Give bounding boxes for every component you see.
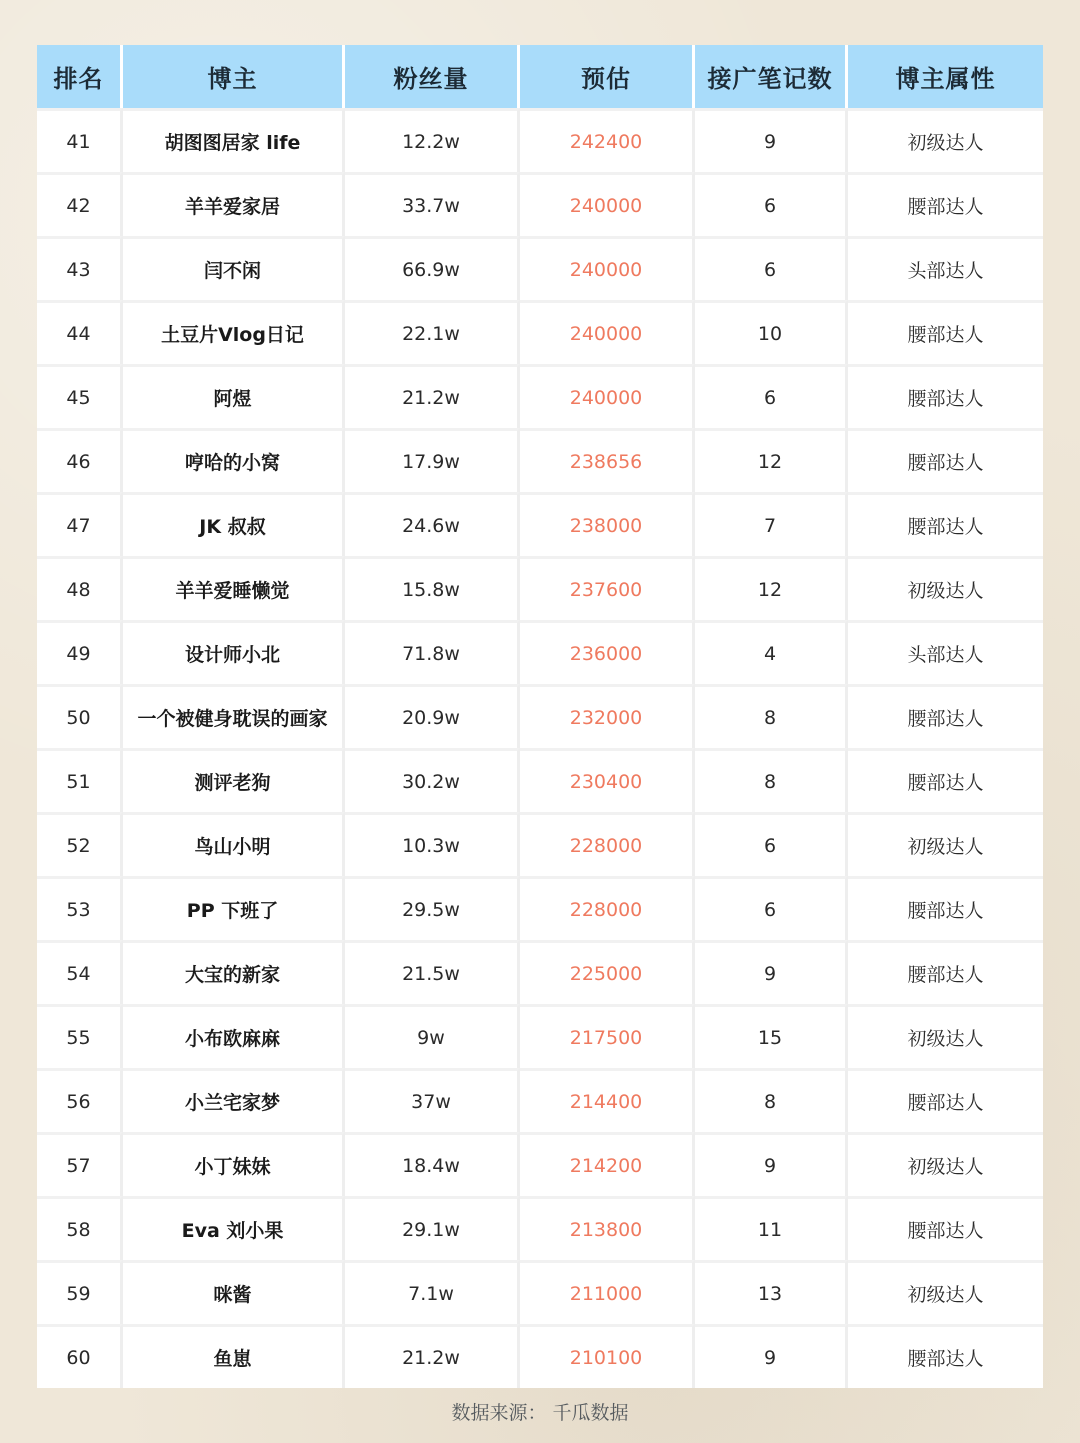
cell-ad-notes: 6 [695,812,848,876]
table-row [37,300,1043,364]
cell-estimate: 240000 [520,172,695,236]
cell-fans: 22.1w [345,300,520,364]
cell-estimate: 228000 [520,812,695,876]
data-source-footer: 数据来源： 千瓜数据 [451,1402,629,1424]
cell-blogger: 鸟山小明 [123,812,345,876]
table-row [37,812,1043,876]
cell-rank: 48 [37,556,123,620]
header-attribute: 博主属性 [848,45,1043,108]
cell-attribute: 初级达人 [848,1260,1043,1324]
table-row [37,1196,1043,1260]
cell-ad-notes: 9 [695,1324,848,1388]
cell-rank: 56 [37,1068,123,1132]
header-estimate: 预估 [520,45,695,108]
header-ad-notes: 接广笔记数 [695,45,848,108]
cell-attribute: 腰部达人 [848,300,1043,364]
cell-blogger: 设计师小北 [123,620,345,684]
cell-blogger: Eva 刘小果 [123,1196,345,1260]
cell-attribute: 腰部达人 [848,428,1043,492]
cell-ad-notes: 11 [695,1196,848,1260]
table-row [37,236,1043,300]
cell-attribute: 腰部达人 [848,748,1043,812]
cell-estimate: 214200 [520,1132,695,1196]
cell-blogger: 咪酱 [123,1260,345,1324]
cell-rank: 42 [37,172,123,236]
cell-estimate: 242400 [520,108,695,172]
cell-estimate: 240000 [520,364,695,428]
cell-blogger: PP 下班了 [123,876,345,940]
table-row [37,1068,1043,1132]
cell-attribute: 头部达人 [848,620,1043,684]
cell-estimate: 210100 [520,1324,695,1388]
cell-blogger: 小兰宅家梦 [123,1068,345,1132]
cell-estimate: 213800 [520,1196,695,1260]
cell-attribute: 腰部达人 [848,492,1043,556]
cell-attribute: 头部达人 [848,236,1043,300]
cell-attribute: 初级达人 [848,1132,1043,1196]
cell-blogger: 鱼崽 [123,1324,345,1388]
cell-rank: 54 [37,940,123,1004]
cell-rank: 43 [37,236,123,300]
cell-estimate: 228000 [520,876,695,940]
cell-blogger: 羊羊爱家居 [123,172,345,236]
table-row [37,620,1043,684]
cell-estimate: 211000 [520,1260,695,1324]
cell-fans: 29.1w [345,1196,520,1260]
cell-attribute: 腰部达人 [848,876,1043,940]
cell-blogger: 土豆片Vlog日记 [123,300,345,364]
cell-ad-notes: 6 [695,876,848,940]
cell-rank: 58 [37,1196,123,1260]
cell-ad-notes: 8 [695,1068,848,1132]
cell-attribute: 腰部达人 [848,1196,1043,1260]
cell-fans: 71.8w [345,620,520,684]
cell-attribute: 初级达人 [848,556,1043,620]
cell-attribute: 初级达人 [848,108,1043,172]
cell-fans: 9w [345,1004,520,1068]
cell-ad-notes: 15 [695,1004,848,1068]
cell-attribute: 腰部达人 [848,172,1043,236]
cell-ad-notes: 6 [695,236,848,300]
cell-rank: 52 [37,812,123,876]
cell-fans: 12.2w [345,108,520,172]
cell-blogger: JK 叔叔 [123,492,345,556]
cell-fans: 24.6w [345,492,520,556]
cell-ad-notes: 13 [695,1260,848,1324]
cell-ad-notes: 12 [695,556,848,620]
table-body [37,108,1043,1388]
cell-rank: 53 [37,876,123,940]
cell-blogger: 胡图图居家 life [123,108,345,172]
cell-fans: 21.5w [345,940,520,1004]
cell-rank: 46 [37,428,123,492]
cell-fans: 17.9w [345,428,520,492]
ranking-table-container [37,45,1043,1388]
cell-estimate: 238000 [520,492,695,556]
table-row [37,940,1043,1004]
cell-rank: 50 [37,684,123,748]
cell-ad-notes: 10 [695,300,848,364]
cell-rank: 47 [37,492,123,556]
cell-rank: 44 [37,300,123,364]
cell-rank: 41 [37,108,123,172]
table-row [37,108,1043,172]
cell-attribute: 腰部达人 [848,940,1043,1004]
cell-attribute: 腰部达人 [848,684,1043,748]
table-row [37,428,1043,492]
header-fans: 粉丝量 [345,45,520,108]
cell-rank: 55 [37,1004,123,1068]
cell-blogger: 小丁妹妹 [123,1132,345,1196]
cell-fans: 7.1w [345,1260,520,1324]
ranking-table [37,45,1043,1388]
cell-blogger: 羊羊爱睡懒觉 [123,556,345,620]
table-row [37,684,1043,748]
cell-rank: 51 [37,748,123,812]
cell-rank: 49 [37,620,123,684]
cell-blogger: 闫不闲 [123,236,345,300]
cell-rank: 45 [37,364,123,428]
cell-estimate: 240000 [520,300,695,364]
table-header [37,45,1043,108]
cell-ad-notes: 8 [695,684,848,748]
cell-estimate: 232000 [520,684,695,748]
cell-fans: 66.9w [345,236,520,300]
cell-fans: 10.3w [345,812,520,876]
cell-estimate: 217500 [520,1004,695,1068]
cell-estimate: 237600 [520,556,695,620]
cell-rank: 57 [37,1132,123,1196]
cell-rank: 60 [37,1324,123,1388]
cell-blogger: 测评老狗 [123,748,345,812]
table-row [37,876,1043,940]
cell-ad-notes: 9 [695,940,848,1004]
cell-ad-notes: 12 [695,428,848,492]
cell-blogger: 大宝的新家 [123,940,345,1004]
table-row [37,1260,1043,1324]
cell-fans: 21.2w [345,364,520,428]
header-blogger: 博主 [123,45,345,108]
cell-fans: 29.5w [345,876,520,940]
cell-fans: 33.7w [345,172,520,236]
cell-estimate: 240000 [520,236,695,300]
cell-blogger: 阿煜 [123,364,345,428]
cell-attribute: 腰部达人 [848,1324,1043,1388]
table-row [37,492,1043,556]
table-row [37,556,1043,620]
cell-attribute: 腰部达人 [848,364,1043,428]
cell-ad-notes: 8 [695,748,848,812]
cell-estimate: 230400 [520,748,695,812]
cell-ad-notes: 9 [695,1132,848,1196]
cell-estimate: 238656 [520,428,695,492]
cell-fans: 15.8w [345,556,520,620]
cell-fans: 21.2w [345,1324,520,1388]
table-row [37,1004,1043,1068]
cell-attribute: 初级达人 [848,1004,1043,1068]
header-rank: 排名 [37,45,123,108]
cell-fans: 18.4w [345,1132,520,1196]
cell-ad-notes: 9 [695,108,848,172]
table-row [37,1324,1043,1388]
cell-ad-notes: 6 [695,172,848,236]
table-header-row [37,45,1043,108]
table-row [37,748,1043,812]
cell-estimate: 236000 [520,620,695,684]
table-row [37,1132,1043,1196]
cell-blogger: 一个被健身耽误的画家 [123,684,345,748]
cell-fans: 37w [345,1068,520,1132]
cell-fans: 30.2w [345,748,520,812]
cell-estimate: 214400 [520,1068,695,1132]
cell-ad-notes: 4 [695,620,848,684]
cell-blogger: 小布欧麻麻 [123,1004,345,1068]
cell-attribute: 腰部达人 [848,1068,1043,1132]
cell-fans: 20.9w [345,684,520,748]
cell-rank: 59 [37,1260,123,1324]
cell-ad-notes: 7 [695,492,848,556]
table-row [37,172,1043,236]
cell-attribute: 初级达人 [848,812,1043,876]
cell-blogger: 哼哈的小窝 [123,428,345,492]
table-row [37,364,1043,428]
cell-estimate: 225000 [520,940,695,1004]
cell-ad-notes: 6 [695,364,848,428]
